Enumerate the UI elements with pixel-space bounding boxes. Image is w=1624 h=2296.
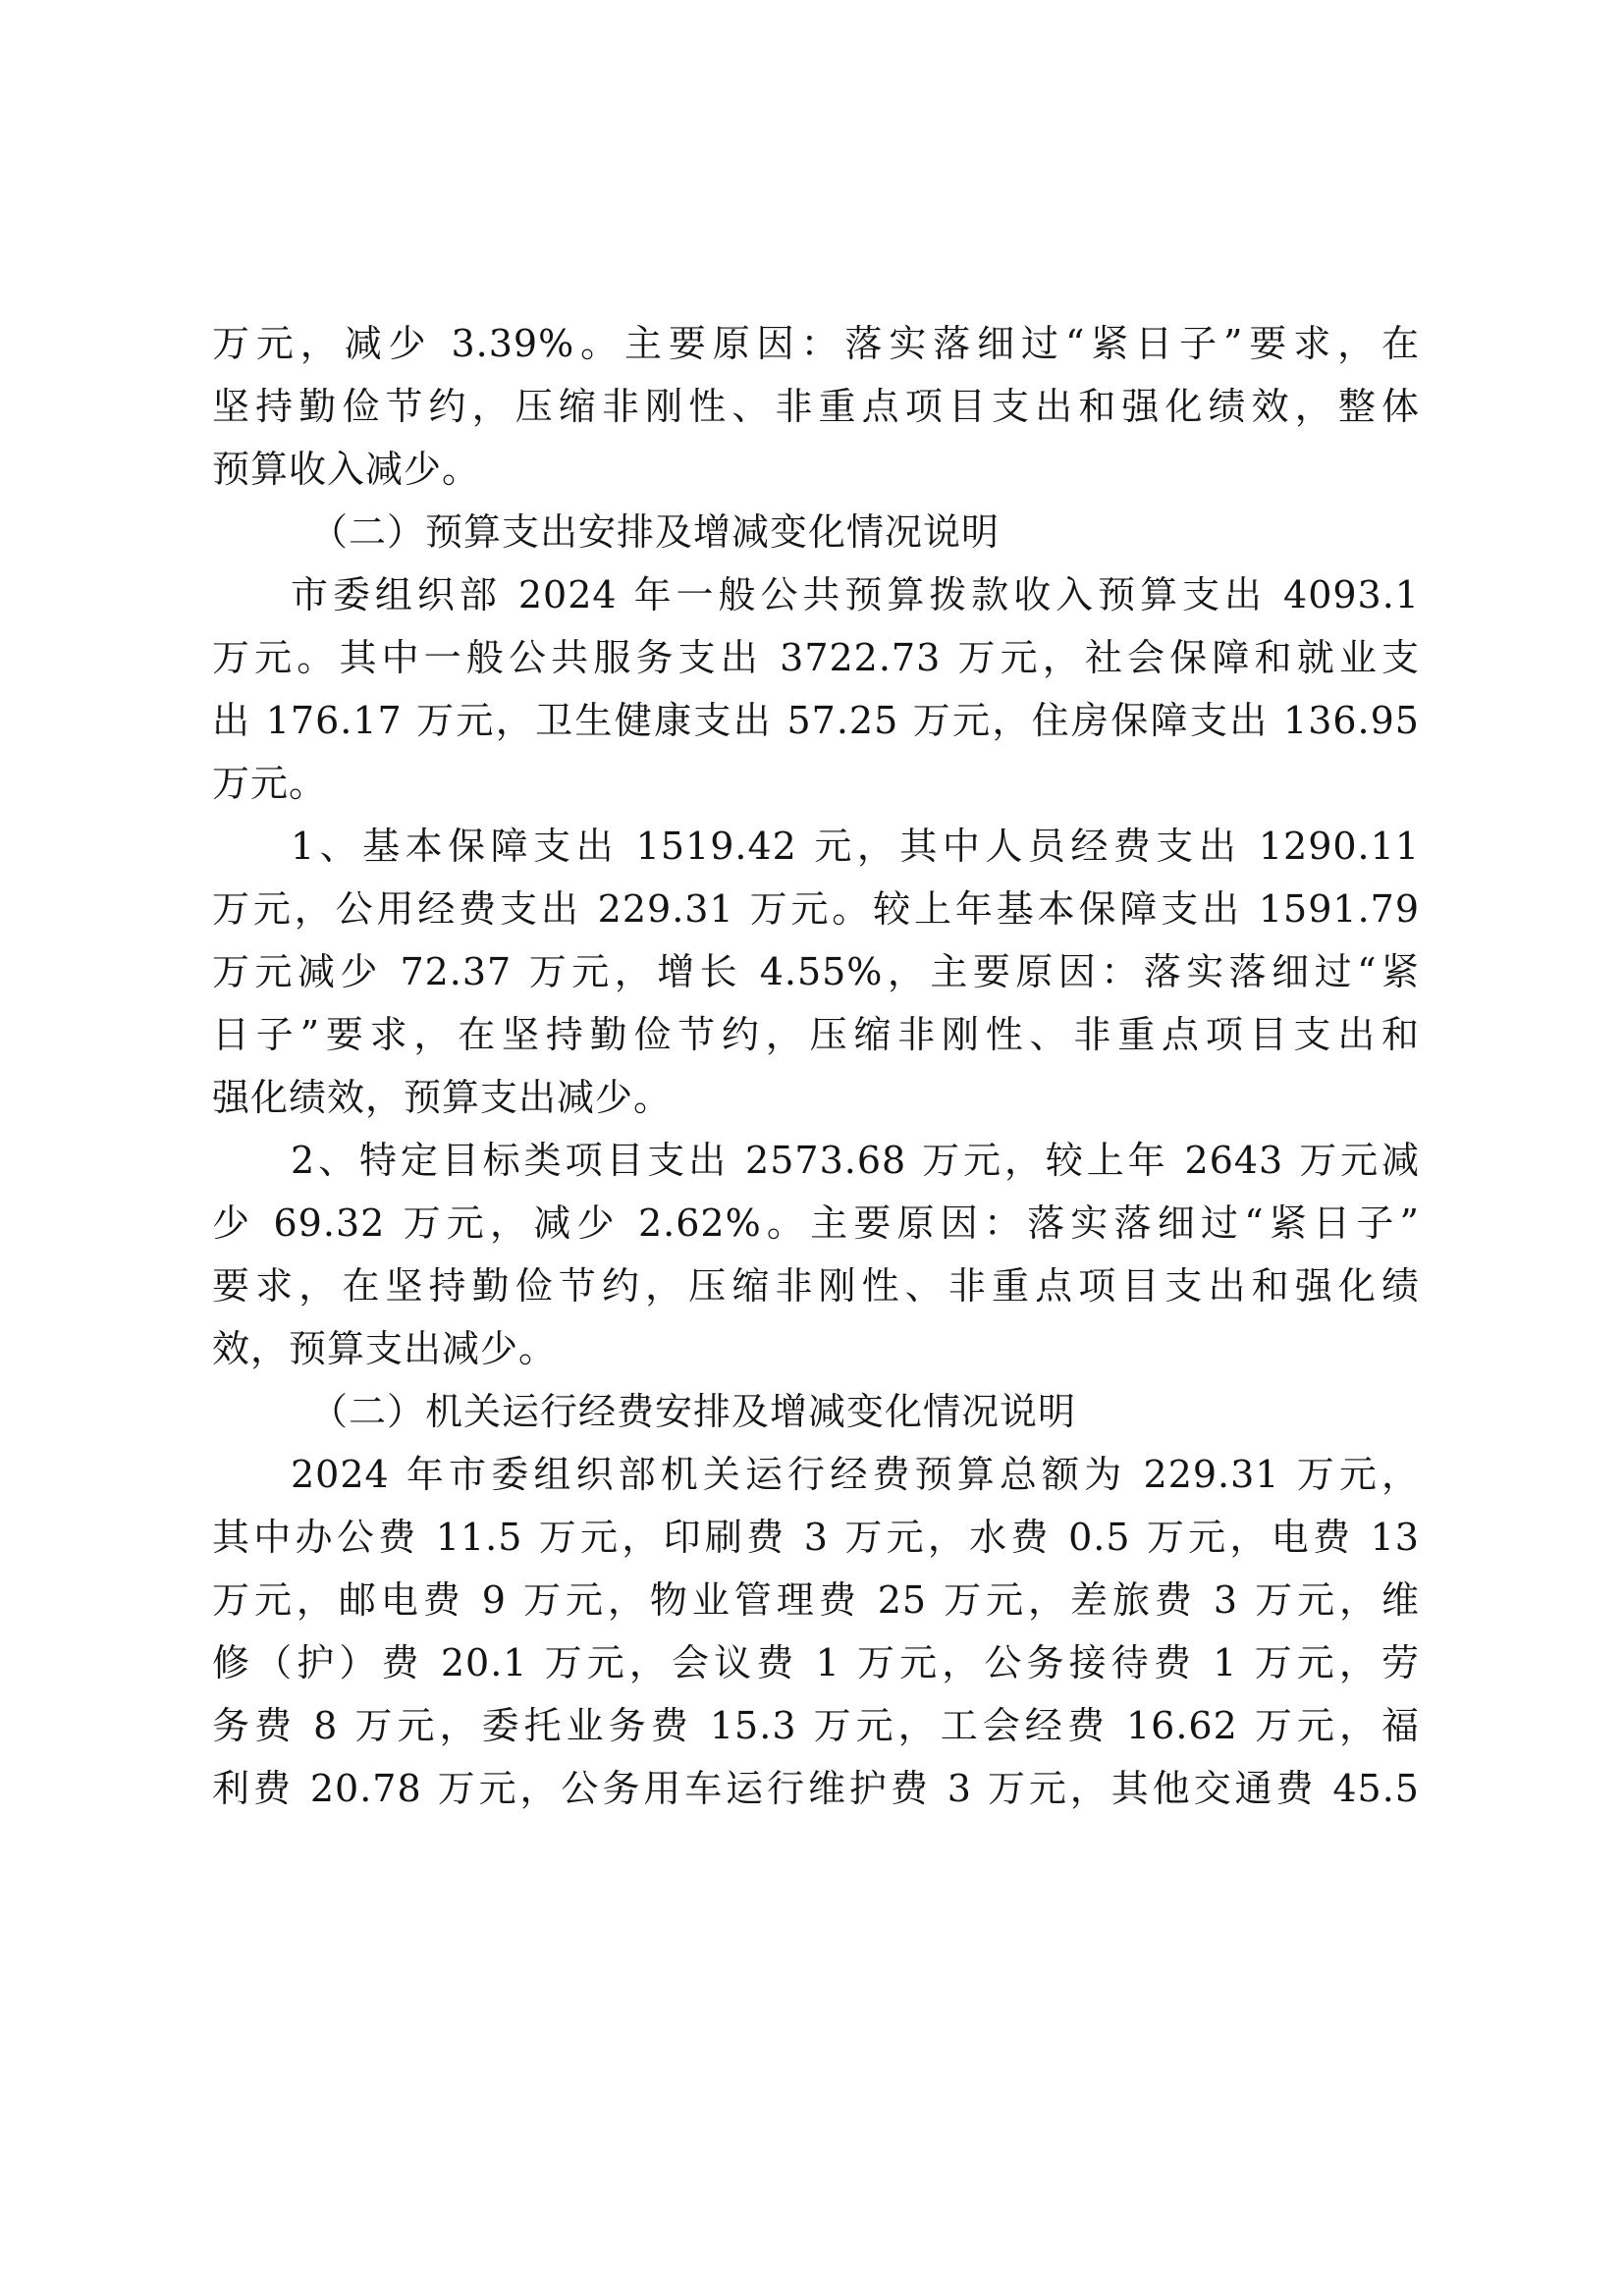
paragraph-line: 利费 20.78 万元，公务用车运行维护费 3 万元，其他交通费 45.5 [212, 1767, 1420, 1810]
paragraph-line: 坚持勤俭节约，压缩非刚性、非重点项目支出和强化绩效，整体 [212, 385, 1420, 428]
paragraph-line: 万元减少 72.37 万元，增长 4.55%，主要原因：落实落细过“紧 [212, 950, 1420, 993]
paragraph-line: 1、基本保障支出 1519.42 元，其中人员经费支出 1290.11 [291, 825, 1420, 868]
document-body [212, 312, 1420, 1820]
paragraph-line: 万元。 [212, 762, 328, 805]
paragraph-line: 万元，邮电费 9 万元，物业管理费 25 万元，差旅费 3 万元，维 [212, 1578, 1420, 1622]
paragraph-line: 2、特定目标类项目支出 2573.68 万元，较上年 2643 万元减 [291, 1139, 1420, 1182]
paragraph-line: 万元，公用经费支出 229.31 万元。较上年基本保障支出 1591.79 [212, 887, 1420, 931]
paragraph-line: 效，预算支出减少。 [212, 1327, 558, 1370]
paragraph-line: 其中办公费 11.5 万元，印刷费 3 万元，水费 0.5 万元，电费 13 [212, 1516, 1420, 1559]
section-heading: （二）预算支出安排及增减变化情况说明 [310, 510, 1001, 554]
section-heading: （二）机关运行经费安排及增减变化情况说明 [310, 1390, 1077, 1433]
paragraph-line: 少 69.32 万元，减少 2.62%。主要原因：落实落细过“紧日子” [212, 1201, 1420, 1245]
paragraph-line: 务费 8 万元，委托业务费 15.3 万元，工会经费 16.62 万元，福 [212, 1704, 1420, 1747]
paragraph-line: 万元，减少 3.39%。主要原因：落实落细过“紧日子”要求，在 [212, 322, 1420, 365]
paragraph-line: 预算收入减少。 [212, 448, 481, 491]
paragraph-line: 2024 年市委组织部机关运行经费预算总额为 229.31 万元， [291, 1453, 1420, 1496]
paragraph-line: 日子”要求，在坚持勤俭节约，压缩非刚性、非重点项目支出和 [212, 1013, 1420, 1056]
paragraph-line: 市委组织部 2024 年一般公共预算拨款收入预算支出 4093.1 [291, 573, 1420, 616]
paragraph-line: 万元。其中一般公共服务支出 3722.73 万元，社会保障和就业支 [212, 636, 1420, 679]
paragraph-line: 出 176.17 万元，卫生健康支出 57.25 万元，住房保障支出 136.95 [212, 699, 1420, 742]
paragraph-line: 要求，在坚持勤俭节约，压缩非刚性、非重点项目支出和强化绩 [212, 1264, 1420, 1308]
paragraph-line: 强化绩效，预算支出减少。 [212, 1076, 673, 1119]
paragraph-line: 修（护）费 20.1 万元，会议费 1 万元，公务接待费 1 万元，劳 [212, 1641, 1420, 1684]
